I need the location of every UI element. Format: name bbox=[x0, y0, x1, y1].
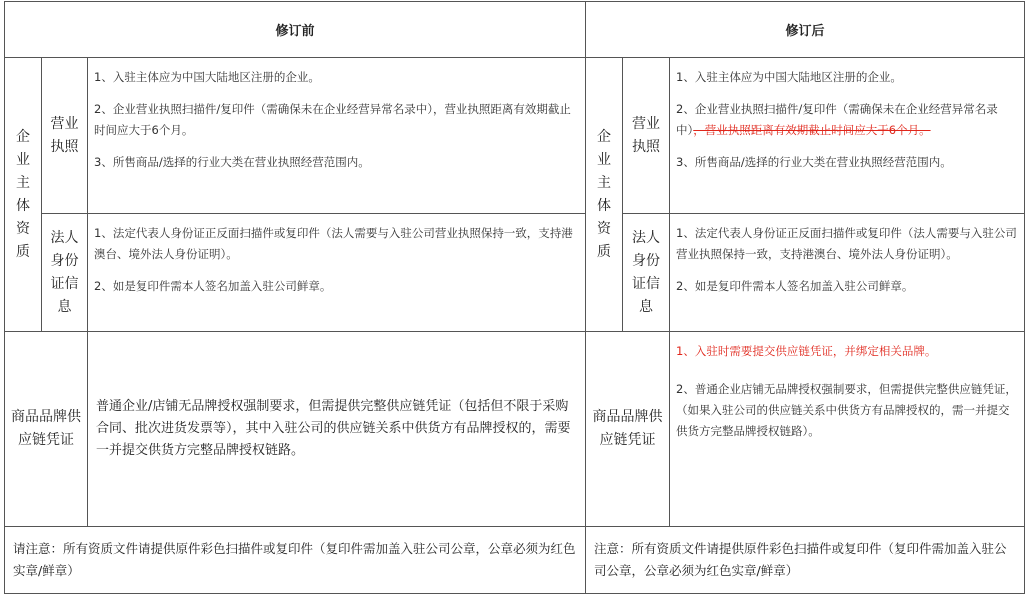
legal-label-line: 身份 bbox=[50, 252, 79, 269]
legal-label-line: 法人 bbox=[632, 229, 660, 246]
before-license-item: 2、企业营业执照扫描件/复印件（需确保未在企业经营异常名录中），营业执照距离有效期截止时间应大于6个月。 bbox=[94, 102, 571, 137]
after-license-item: 1、入驻主体应为中国大陆地区注册的企业。 bbox=[676, 70, 902, 84]
legal-label-line: 息 bbox=[639, 298, 653, 315]
header-after bbox=[585, 1, 1025, 58]
before-license-item: 1、入驻主体应为中国大陆地区注册的企业。 bbox=[94, 70, 320, 84]
after-note-text: 注意：所有资质文件请提供原件彩色扫描件或复印件（复印件需加盖入驻公司公章，公章必须为红色实章/鲜章） bbox=[594, 541, 1007, 578]
after-entity-label bbox=[585, 57, 623, 332]
entity-char: 企 bbox=[597, 128, 611, 145]
after-license-content bbox=[669, 57, 1025, 214]
after-legal-item: 2、如是复印件需本人签名加盖入驻公司鲜章。 bbox=[676, 279, 914, 293]
entity-char: 体 bbox=[597, 197, 611, 214]
entity-char: 体 bbox=[16, 197, 30, 214]
legal-label-line: 息 bbox=[57, 298, 72, 315]
entity-char: 业 bbox=[597, 151, 611, 168]
legal-label-line: 身份 bbox=[632, 252, 660, 269]
legal-label-line: 证信 bbox=[632, 275, 660, 292]
before-legal-item: 2、如是复印件需本人签名加盖入驻公司鲜章。 bbox=[94, 279, 332, 293]
entity-char: 质 bbox=[597, 243, 611, 260]
entity-char: 企 bbox=[16, 128, 30, 145]
after-license-kept-text: 2、企业营业执照扫描件/复印件（需确保未在企业经营异常名录中） bbox=[676, 102, 998, 137]
header-before-text: 修订前 bbox=[275, 24, 315, 39]
before-license-item: 3、所售商品/选择的行业大类在营业执照经营范围内。 bbox=[94, 155, 370, 169]
after-license-label bbox=[622, 57, 670, 214]
before-license-label bbox=[41, 57, 88, 214]
entity-char: 业 bbox=[16, 151, 30, 168]
before-brand-label bbox=[4, 331, 88, 527]
after-license-deleted-text: ，营业执照距离有效期截止时间应大于6个月。 bbox=[693, 123, 931, 137]
before-note-text: 请注意：所有资质文件请提供原件彩色扫描件或复印件（复印件需加盖入驻公司公章，公章必须为红色实章/鲜章） bbox=[13, 541, 576, 578]
before-legal-label bbox=[41, 213, 88, 332]
after-legal-label bbox=[622, 213, 670, 332]
license-label-line: 营业 bbox=[50, 115, 79, 132]
legal-label-line: 法人 bbox=[50, 229, 79, 246]
after-license-item: 3、所售商品/选择的行业大类在营业执照经营范围内。 bbox=[676, 155, 952, 169]
after-legal-item: 1、法定代表人身份证正反面扫描件或复印件（法人需要与入驻公司营业执照保持一致，支持港澳台、境外法人身份证明）。 bbox=[676, 226, 1017, 261]
entity-char: 主 bbox=[16, 174, 30, 191]
entity-char: 主 bbox=[597, 174, 611, 191]
revision-comparison-table bbox=[4, 1, 1025, 594]
after-legal-content bbox=[669, 213, 1025, 332]
header-before bbox=[4, 1, 586, 58]
before-note bbox=[4, 526, 586, 594]
before-legal-item: 1、法定代表人身份证正反面扫描件或复印件（法人需要与入驻公司营业执照保持一致，支持港澳台、境外法人身份证明）。 bbox=[94, 226, 573, 261]
after-brand-content bbox=[669, 331, 1025, 527]
legal-label-line: 证信 bbox=[50, 275, 79, 292]
before-license-content bbox=[87, 57, 586, 214]
brand-label-text: 商品品牌供应链凭证 bbox=[592, 409, 663, 448]
brand-label-text: 商品品牌供应链凭证 bbox=[11, 409, 81, 448]
after-note bbox=[585, 526, 1025, 594]
license-label-line: 营业 bbox=[632, 115, 660, 132]
before-brand-text: 普通企业/店铺无品牌授权强制要求，但需提供完整供应链凭证（包括但不限于采购合同、批次进货发票等），其中入驻公司的供应链关系中供货方有品牌授权的，需要一并提交供货方完整品牌授权链路。 bbox=[96, 399, 571, 458]
license-label-line: 执照 bbox=[50, 138, 79, 155]
after-brand-item: 2、普通企业店铺无品牌授权强制要求，但需提供完整供应链凭证，（如果入驻公司的供应链关系中供货方有品牌授权的，需一并提交供货方完整品牌授权链路）。 bbox=[676, 382, 1017, 438]
after-brand-added-item: 1、入驻时需要提交供应链凭证，并绑定相关品牌。 bbox=[676, 344, 937, 358]
before-entity-label bbox=[4, 57, 42, 332]
license-label-line: 执照 bbox=[632, 138, 660, 155]
after-brand-label bbox=[585, 331, 670, 527]
entity-char: 资 bbox=[16, 220, 30, 237]
header-after-text: 修订后 bbox=[785, 24, 825, 39]
entity-char: 资 bbox=[597, 220, 611, 237]
after-license-item bbox=[676, 99, 1018, 141]
before-brand-content bbox=[87, 331, 586, 527]
entity-char: 质 bbox=[16, 243, 30, 260]
before-legal-content bbox=[87, 213, 586, 332]
